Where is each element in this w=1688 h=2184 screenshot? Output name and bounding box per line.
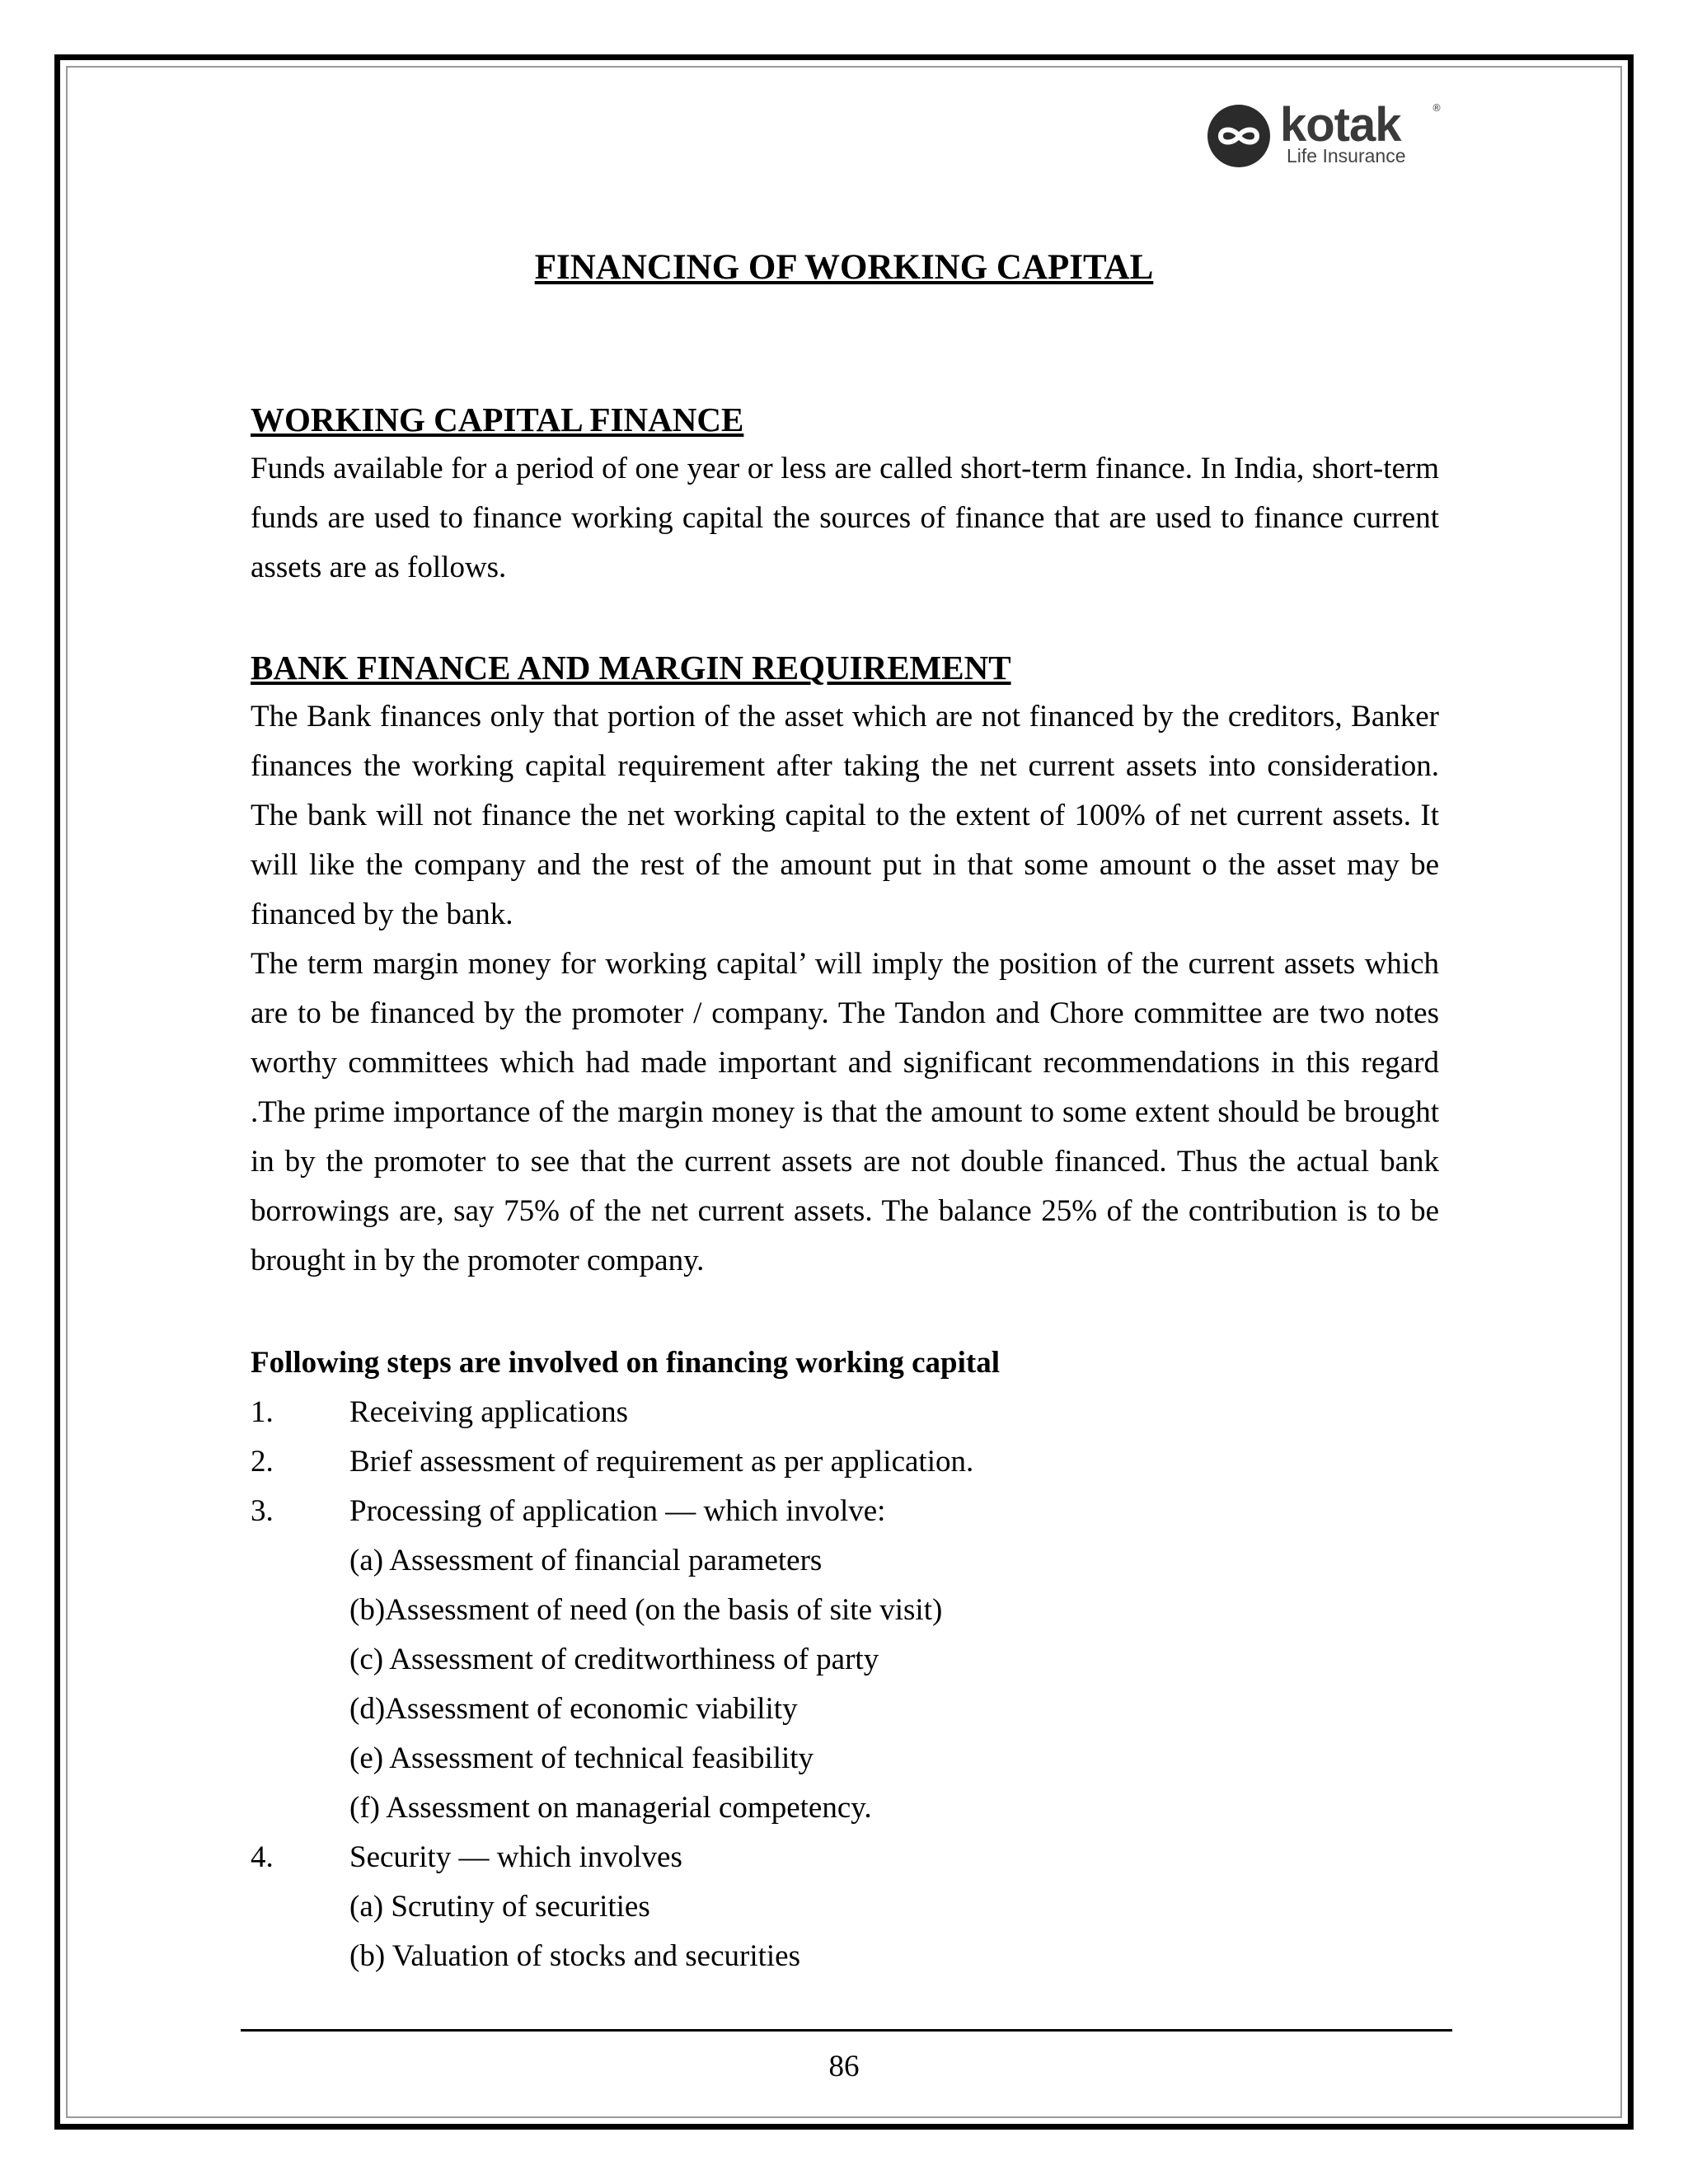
page-title: FINANCING OF WORKING CAPITAL: [534, 248, 1154, 287]
sub-list-item: (c) Assessment of creditworthiness of party: [349, 1643, 879, 1676]
sub-list-item: (b)Assessment of need (on the basis of site visit): [349, 1593, 943, 1627]
sub-list-item: (a) Assessment of financial parameters: [349, 1544, 823, 1577]
sub-list-item: (b) Valuation of stocks and securities: [349, 1939, 800, 1973]
section-heading-working-capital-finance: WORKING CAPITAL FINANCE: [251, 401, 744, 438]
paragraph-short-term-finance: Funds available for a period of one year or less are called short-term finance. In India, short-term funds are used to finance working capital the sources of finance that are used to finance current assets are as follows.: [251, 452, 1439, 584]
list-item-text: Receiving applications: [349, 1395, 629, 1429]
list-item-number: 1.: [251, 1395, 274, 1429]
list-item-text: Security — which involves: [349, 1840, 682, 1874]
sub-list-item: (a) Scrutiny of securities: [349, 1890, 650, 1924]
paragraph-bank-finance: The Bank finances only that portion of the asset which are not financed by the creditors, Banker finances the working capital requirement after taking the net current assets into consideration. The bank will not finance the net working capital to the extent of 100% of net current assets. It will like the company and the rest of the amount put in that some amount o the asset may be financed by the bank.: [251, 700, 1439, 931]
logo-registered-mark: ®: [1432, 102, 1442, 114]
list-item-number: 4.: [251, 1840, 274, 1874]
sub-list-item: (f) Assessment on managerial competency.: [349, 1791, 872, 1825]
list-item-text: Processing of application — which involve:: [349, 1494, 886, 1528]
list-item-number: 3.: [251, 1494, 274, 1528]
paragraph-margin-money: The term margin money for working capital’ will imply the position of the current assets which are to be financed by the promoter / company. The Tandon and Chore committee are two notes worthy committees which had made important and significant recommendations in this regard .The prime importance of the margin money is that the amount to some extent should be brought in by the promoter to see that the current assets are not double financed. Thus the actual bank borrowings are, say 75% of the net current assets. The balance 25% of the contribution is to be brought in by the promoter company.: [251, 947, 1439, 1277]
list-item-number: 2.: [251, 1445, 274, 1479]
steps-heading: Following steps are involved on financing working capital: [251, 1346, 1000, 1380]
page-number: 86: [828, 2050, 860, 2083]
list-item-text: Brief assessment of requirement as per application.: [349, 1445, 974, 1479]
logo-brand-name: kotak: [1280, 98, 1401, 152]
sub-list-item: (d)Assessment of economic viability: [349, 1692, 798, 1726]
infinity-icon: [1207, 105, 1270, 167]
sub-list-item: (e) Assessment of technical feasibility: [349, 1741, 814, 1775]
section-heading-bank-finance: BANK FINANCE AND MARGIN REQUIREMENT: [251, 649, 1011, 687]
kotak-logo: [1207, 99, 1455, 173]
footer-divider: [241, 2029, 1452, 2032]
logo-subtitle: Life Insurance: [1287, 145, 1406, 166]
